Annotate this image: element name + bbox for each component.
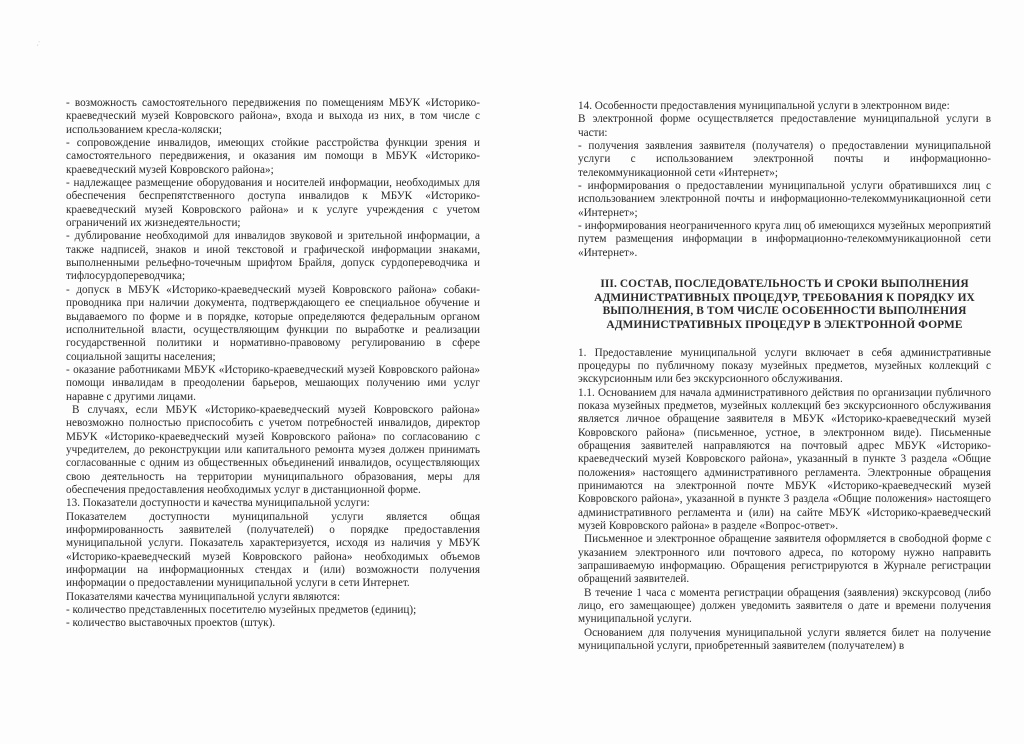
right-paragraph: Письменное и электронное обращение заявителя оформляется в свободной форме с указанием электронного или почтового адреса, по которому нужно направить запрашиваемую информацию. Обращения регистрируются в Журнале регистрации обращений заявителей. — [578, 533, 991, 586]
left-column — [66, 97, 480, 631]
right-paragraph: В электронной форме осуществляется предоставление муниципальной услуги в части: — [578, 113, 991, 139]
left-paragraph: - дублирование необходимой для инвалидов звуковой и зрительной информации, а также надписей, знаков и иной текстовой и графической информации знаками, выполненными рельефно-точечным шрифтом Брайля, допуск сурдопереводчика и тифлосурдопереводчика; — [66, 230, 480, 283]
left-paragraph: - допуск в МБУК «Историко-краеведческий музей Ковровского района» собаки-проводника при наличии документа, подтверждающего ее специальное обучение и выдаваемого по форме и в порядке, которые определяются федеральным органом исполнительной власти, осуществляющим функции по выработке и реализации государственной политики и нормативно-правовому регулированию в сфере социальной защиты населения; — [66, 283, 480, 363]
scan-mark: ,' — [37, 41, 40, 47]
section-heading: III. СОСТАВ, ПОСЛЕДОВАТЕЛЬНОСТЬ И СРОКИ ВЫПОЛНЕНИЯ АДМИНИСТРАТИВНЫХ ПРОЦЕДУР, ТРЕБОВАНИЯ К ПОРЯДКУ ИХ ВЫПОЛНЕНИЯ, В ТОМ ЧИСЛЕ ОСОБЕННОСТИ ВЫПОЛНЕНИЯ АДМИНИСТРАТИВНЫХ ПРОЦЕДУР В ЭЛЕКТРОННОЙ ФОРМЕ — [594, 278, 975, 331]
left-paragraph: - количество выставочных проектов (штук). — [66, 617, 276, 630]
right-paragraph: - получения заявления заявителя (получателя) о предоставлении муниципальной услуги с использованием электронной почты и информационно-телекоммуникационной сети «Интернет»; — [578, 140, 991, 179]
left-paragraph: Показателем доступности муниципальной услуги является общая информированность заявителей (получателей) о порядке предоставления муниципальной услуги. Показатель характеризуется, исходя из наличия у МБУК «Историко-краеведческий музей Ковровского района» необходимых объемов информации на информационных стендах и (или) возможности получения информации о предоставлении муниципальной услуги в сети Интернет. — [66, 510, 480, 590]
left-paragraph: В случаях, если МБУК «Историко-краеведческий музей Ковровского района» невозможно полностью приспособить с учетом потребностей инвалидов, директор МБУК «Историко-краеведческий музей Ковровского района» по согласованию с учредителем, до реконструкции или капитального ремонта музея должен принимать согласованные с одним из общественных объединений инвалидов, осуществляющих свою деятельность на территории муниципального образования, меры для обеспечения предоставления необходимых услуг в дистанционной форме. — [66, 403, 480, 496]
right-paragraph: Основанием для получения муниципальной услуги является билет на получение муниципальной услуги, приобретенный заявителем (получателем) в — [578, 626, 991, 653]
left-paragraph: - надлежащее размещение оборудования и носителей информации, необходимых для обеспечения беспрепятственного доступа инвалидов к МБУК «Историко-краеведческий музей Ковровского района» и к услуге учреждения с учетом ограничений их жизнедеятельности; — [66, 177, 480, 230]
left-paragraph: 13. Показатели доступности и качества муниципальной услуги: — [66, 497, 370, 510]
right-paragraph: В течение 1 часа с момента регистрации обращения (заявления) экскурсовод (либо лицо, его замещающее) должен уведомить заявителя о дате и времени получения муниципальной услуги. — [578, 586, 991, 626]
right-column — [578, 97, 991, 653]
right-paragraph: 14. Особенности предоставления муниципальной услуги в электронном виде: — [578, 100, 950, 112]
left-paragraph: - сопровождение инвалидов, имеющих стойкие расстройства функции зрения и самостоятельного передвижения, и оказания им помощи в МБУК «Историко-краеведческий музей Ковровского района»; — [66, 137, 480, 176]
right-paragraph: - информирования неограниченного круга лиц об имеющихся музейных мероприятий путем размещения информации в информационно-телекоммуникационной сети «Интернет». — [578, 220, 991, 259]
right-paragraph: - информирования о предоставлении муниципальной услуги обратившихся лиц с использованием электронной почты и информационно-телекоммуникационной сети «Интернет»; — [578, 180, 991, 219]
left-paragraph: - оказание работниками МБУК «Историко-краеведческий музей Ковровского района» помощи инвалидам в преодолении барьеров, мешающих получению ими услуг наравне с другими лицами. — [66, 363, 480, 403]
left-paragraph: - возможность самостоятельного передвижения по помещениям МБУК «Историко-краеведческий музей Ковровского района», входа и выхода из них, в том числе с использованием кресла-коляски; — [66, 97, 480, 136]
left-paragraph: Показателями качества муниципальной услуги являются: — [66, 590, 341, 603]
left-paragraph: - количество представленных посетителю музейных предметов (единиц); — [66, 604, 417, 617]
right-paragraph: 1. Предоставление муниципальной услуги включает в себя административные процедуры по публичному показу музейных предметов, музейных коллекций с экскурсионным или без экскурсионного обслуживания. — [578, 346, 991, 386]
right-paragraph: 1.1. Основанием для начала административного действия по организации публичного показа музейных предметов, музейных коллекций без экскурсионного обслуживания является личное обращение заявителя в МБУК «Историко-краеведческий музей Ковровского района» (письменное, устное, в электронном виде). Письменные обращения заявителей направляются на почтовый адрес МБУК «Историко-краеведческий музей Ковровского района», указанный в пункте 3 раздела «Общие положения» настоящего административного регламента. Электронные обращения принимаются на электронной почте МБУК «Историко-краеведческий музей Ковровского района», указанной в пункте 3 раздела «Общие положения» настоящего административного регламента и (или) на сайте МБУК «Историко-краеведческий музей Ковровского района» в разделе «Вопрос-ответ». — [578, 386, 991, 532]
